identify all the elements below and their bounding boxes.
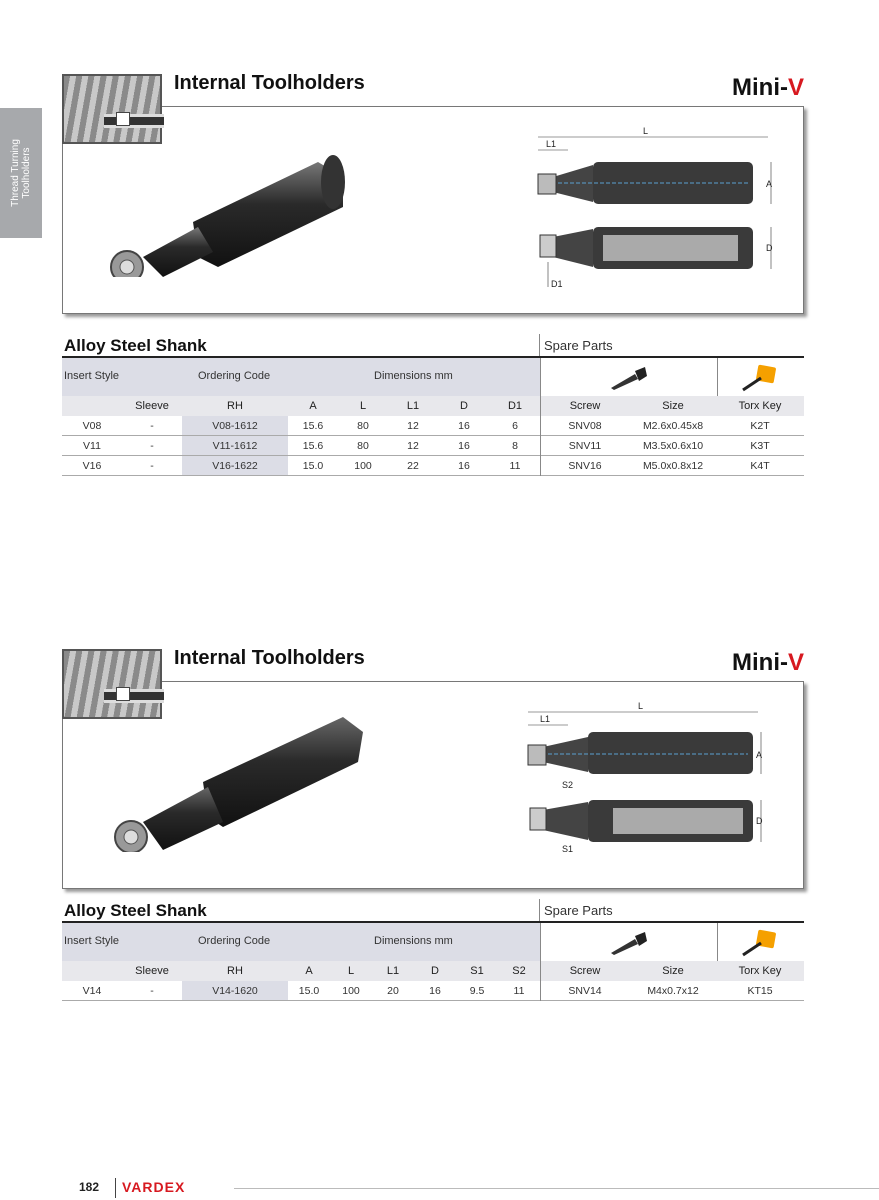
cell-l1: 22 xyxy=(407,460,419,472)
cell-code: V14-1620 xyxy=(212,985,258,997)
screw-icon xyxy=(609,931,649,955)
cell-d: 16 xyxy=(458,440,470,452)
cell-l: 80 xyxy=(357,440,369,452)
header-torx-key: Torx Key xyxy=(738,965,782,977)
table-header-row-1 xyxy=(62,923,804,961)
thread-thumbnail-icon xyxy=(62,649,162,719)
dimension-drawing xyxy=(518,692,788,872)
header-s1: S1 xyxy=(470,965,484,977)
cell-l1: 12 xyxy=(407,440,419,452)
cell-s1: 9.5 xyxy=(469,985,485,997)
dim-label-L: L xyxy=(643,126,649,136)
dim-label-A: A xyxy=(766,179,773,189)
header-dimensions: Dimensions mm xyxy=(374,370,453,382)
cell-l1: 12 xyxy=(407,420,419,432)
side-tab-line2: Toolholders xyxy=(21,147,33,199)
cell-d1: 8 xyxy=(512,440,518,452)
cell-insert: V08 xyxy=(82,420,102,432)
header-torx-key: Torx Key xyxy=(738,400,782,412)
header-insert-style: Insert Style xyxy=(64,935,120,947)
cell-size: M3.5x0.6x10 xyxy=(642,440,704,452)
side-tab-line1: Thread Turning xyxy=(10,139,22,207)
brand-prefix: Mini- xyxy=(732,649,788,676)
cell-screw: SNV08 xyxy=(568,420,602,432)
table-row xyxy=(62,456,804,476)
torx-key-icon xyxy=(739,364,783,392)
header-rh: RH xyxy=(227,965,243,977)
header-sleeve: Sleeve xyxy=(135,400,169,412)
torx-key-icon xyxy=(739,929,783,957)
dim-label-A: A xyxy=(756,750,763,760)
cell-insert: V16 xyxy=(82,460,102,472)
cell-a: 15.0 xyxy=(302,460,324,472)
cell-insert: V11 xyxy=(83,440,101,452)
toolholder-image xyxy=(103,702,363,852)
dim-label-L: L xyxy=(638,701,644,711)
header-size: Size xyxy=(662,965,684,977)
cell-screw: SNV16 xyxy=(568,460,602,472)
header-ordering-code: Ordering Code xyxy=(198,935,271,947)
cell-size: M5.0x0.8x12 xyxy=(642,460,704,472)
header-a: A xyxy=(309,400,317,412)
header-l1: L1 xyxy=(386,965,400,977)
dim-label-D1: D1 xyxy=(551,279,563,289)
product-panel xyxy=(62,681,804,889)
dim-label-S1: S1 xyxy=(562,844,574,854)
cell-sleeve: - xyxy=(150,420,154,432)
cell-d: 16 xyxy=(458,460,470,472)
header-l: L xyxy=(347,965,355,977)
table-row xyxy=(62,416,804,436)
cell-insert: V14 xyxy=(82,985,102,997)
header-insert-style: Insert Style xyxy=(64,370,120,382)
header-d1: D1 xyxy=(507,400,523,412)
cell-code: V16-1622 xyxy=(212,460,258,472)
cell-code: V08-1612 xyxy=(212,420,258,432)
cell-a: 15.6 xyxy=(302,420,324,432)
header-l: L xyxy=(359,400,367,412)
screw-icon xyxy=(609,366,649,390)
table-title: Alloy Steel Shank xyxy=(64,901,207,920)
vardex-logo: VARDEX xyxy=(122,1179,186,1195)
cell-l1: 20 xyxy=(387,985,399,997)
brand-prefix: Mini- xyxy=(732,74,788,101)
cell-torx: K2T xyxy=(750,420,770,432)
brand-suffix: V xyxy=(787,649,804,676)
thread-thumbnail-icon xyxy=(62,74,162,144)
dim-label-L1: L1 xyxy=(546,139,557,149)
spare-parts-title: Spare Parts xyxy=(544,338,613,353)
header-d: D xyxy=(460,400,468,412)
section-2 xyxy=(62,647,804,997)
header-screw: Screw xyxy=(569,965,601,977)
page-number: 182 xyxy=(79,1180,100,1194)
section-title: Internal Toolholders xyxy=(174,72,365,94)
cell-size: M4x0.7x12 xyxy=(647,985,699,997)
cell-s2: 11 xyxy=(513,985,525,997)
dim-label-D: D xyxy=(766,243,773,253)
product-panel xyxy=(62,106,804,314)
cell-d1: 11 xyxy=(509,460,521,472)
brand-label xyxy=(732,649,804,677)
page-footer xyxy=(62,1176,879,1200)
cell-code: V11-1612 xyxy=(212,440,258,452)
section-header xyxy=(62,72,804,106)
table-header-row-2 xyxy=(62,961,804,981)
side-tab-text xyxy=(10,139,32,207)
section-header xyxy=(62,647,804,681)
spare-parts-title: Spare Parts xyxy=(544,903,613,918)
cell-torx: K4T xyxy=(750,460,770,472)
header-sleeve: Sleeve xyxy=(135,965,169,977)
cell-sleeve: - xyxy=(150,460,154,472)
toolholder-image xyxy=(103,127,363,277)
header-dimensions: Dimensions mm xyxy=(374,935,453,947)
header-rh: RH xyxy=(227,400,243,412)
brand-suffix: V xyxy=(787,74,804,101)
dim-label-S2: S2 xyxy=(562,780,574,790)
cell-screw: SNV14 xyxy=(568,985,602,997)
header-a: A xyxy=(305,965,313,977)
cell-sleeve: - xyxy=(150,985,154,997)
dim-label-L1: L1 xyxy=(540,714,551,724)
dimension-drawing xyxy=(518,117,788,297)
cell-torx: K3T xyxy=(750,440,770,452)
header-l1: L1 xyxy=(406,400,420,412)
dim-label-D: D xyxy=(756,816,763,826)
cell-size: M2.6x0.45x8 xyxy=(642,420,704,432)
table-title: Alloy Steel Shank xyxy=(64,336,207,355)
table-row xyxy=(62,981,804,1001)
header-s2: S2 xyxy=(512,965,526,977)
table-header-row-2 xyxy=(62,396,804,416)
cell-l: 80 xyxy=(357,420,369,432)
cell-sleeve: - xyxy=(150,440,154,452)
cell-a: 15.6 xyxy=(302,440,324,452)
header-ordering-code: Ordering Code xyxy=(198,370,271,382)
cell-l: 100 xyxy=(342,985,360,997)
cell-a: 15.0 xyxy=(298,985,320,997)
cell-d1: 6 xyxy=(512,420,518,432)
cell-torx: KT15 xyxy=(747,985,773,997)
cell-screw: SNV11 xyxy=(568,440,602,452)
table-row xyxy=(62,436,804,456)
header-screw: Screw xyxy=(569,400,601,412)
brand-label xyxy=(732,74,804,102)
cell-l: 100 xyxy=(354,460,372,472)
header-d: D xyxy=(431,965,439,977)
side-tab xyxy=(0,108,42,238)
section-title: Internal Toolholders xyxy=(174,647,365,669)
cell-d: 16 xyxy=(429,985,441,997)
header-size: Size xyxy=(662,400,684,412)
section-1 xyxy=(62,72,804,472)
cell-d: 16 xyxy=(458,420,470,432)
table-header-row-1 xyxy=(62,358,804,396)
